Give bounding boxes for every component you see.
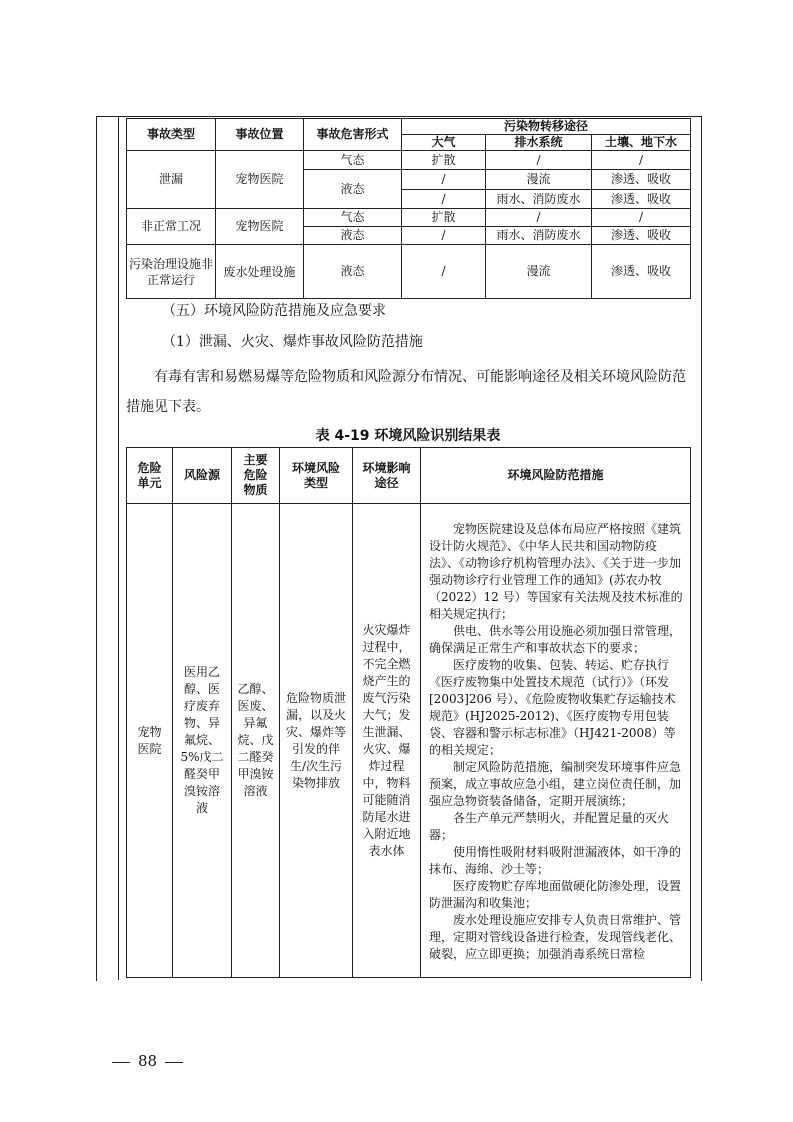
header-pollutant-pathway: 污染物转移途径 — [402, 119, 691, 135]
left-margin-rule — [118, 116, 119, 980]
cell-risk-source: 医用乙醇、医疗废弃物、异氟烷、5%戊二醛癸甲溴铵溶液 — [173, 504, 232, 978]
cell-air: 扩散 — [402, 151, 486, 170]
subsection-heading: （1）泄漏、火灾、爆炸事故风险防范措施 — [162, 334, 423, 350]
measure-item: 使用惰性吸附材料吸附泄漏液体，如干净的抹布、海绵、沙土等； — [429, 844, 682, 876]
header-hazard-unit: 危险单元 — [127, 448, 173, 504]
header-drainage: 排水系统 — [486, 135, 592, 151]
cell-form: 气态 — [304, 151, 402, 170]
cell-prevention-measures — [421, 504, 691, 978]
cell-air: 扩散 — [402, 209, 486, 227]
cell-type: 污染治理设施非正常运行 — [127, 245, 216, 299]
cell-drainage: 雨水、消防废水 — [486, 227, 592, 245]
cell-soil: 渗透、吸收 — [592, 170, 691, 190]
cell-type: 非正常工况 — [127, 209, 216, 245]
header-accident-location: 事故位置 — [216, 119, 304, 151]
cell-drainage: / — [486, 151, 592, 170]
page-footer — [104, 1052, 191, 1070]
measure-item: 宠物医院建设及总体布局应严格按照《建筑设计防火规范》、《中华人民共和国动物防疫法》、《动物诊疗机构管理办法》、《关于进一步加强动物诊疗行业管理工作的通知》(苏农办牧（2022）12 号）等国家有关法规及技术标准的相关规定执行； — [429, 521, 683, 621]
cell-soil: / — [592, 209, 691, 227]
cell-type: 泄漏 — [127, 151, 216, 209]
header-main-substance: 主要危险物质 — [232, 448, 280, 504]
cell-form: 液态 — [304, 227, 402, 245]
header-accident-type: 事故类型 — [127, 119, 216, 151]
cell-main-substance: 乙醇、医废、异氟烷、戊二醛癸甲溴铵溶液 — [232, 504, 280, 978]
section-heading: （五）环境风险防范措施及应急要求 — [162, 303, 386, 319]
measure-item: 医疗废物贮存库地面做硬化防渗处理，设置防泄漏沟和收集池； — [429, 878, 682, 910]
cell-soil: 渗透、吸收 — [592, 190, 691, 209]
table-caption: 表 4-19 环境风险识别结果表 — [315, 428, 501, 444]
header-impact-pathway: 环境影响途径 — [353, 448, 421, 504]
cell-impact-pathway: 火灾爆炸过程中，不完全燃烧产生的废气污染大气；发生泄漏、火灾、爆炸过程中，物料可能随消防尾水进入附近地表水体 — [353, 504, 421, 978]
footer-dash-left — [112, 1062, 130, 1063]
cell-drainage: 漫流 — [486, 170, 592, 190]
footer-dash-right — [165, 1062, 183, 1063]
cell-air: / — [402, 245, 486, 299]
header-risk-type: 环境风险类型 — [280, 448, 353, 504]
cell-air: / — [402, 190, 486, 209]
page-number: 88 — [138, 1052, 158, 1070]
intro-paragraph: 有毒有害和易燃易爆等危险物质和风险源分布情况、可能影响途径及相关环境风险防范措施见下表。 — [126, 369, 686, 415]
header-risk-source: 风险源 — [173, 448, 232, 504]
header-air: 大气 — [402, 135, 486, 151]
measure-item: 废水处理设施应安排专人负责日常维护、管理，定期对管线设备进行检查，发现管线老化、破裂，应立即更换；加强消毒系统日常检 — [429, 912, 682, 961]
cell-air: / — [402, 170, 486, 190]
cell-location: 废水处理设施 — [216, 245, 304, 299]
measure-item: 制定风险防范措施，编制突发环境事件应急预案，成立事故应急小组，建立岗位责任制，加强应急物资装备储备，定期开展演练； — [429, 759, 682, 808]
cell-risk-type: 危险物质泄漏，以及火灾、爆炸等引发的伴生/次生污染物排放 — [280, 504, 353, 978]
cell-drainage: / — [486, 209, 592, 227]
measure-item: 医疗废物的收集、包装、转运、贮存执行《医疗废物集中处置技术规范（试行）》（环发[2003]206 号）、《危险废物收集贮存运输技术规范》(HJ2025-2012)、《医疗废物专用包装袋、容器和警示标志标准》（HJ421-2008）等的相关规定； — [429, 657, 676, 757]
header-hazard-form: 事故危害形式 — [304, 119, 402, 151]
cell-location: 宠物医院 — [216, 151, 304, 209]
accident-pathway-table — [126, 118, 691, 299]
cell-soil: 渗透、吸收 — [592, 245, 691, 299]
header-prevention-measures: 环境风险防范措施 — [421, 448, 691, 504]
risk-identification-table — [126, 447, 691, 978]
cell-drainage: 漫流 — [486, 245, 592, 299]
cell-drainage: 雨水、消防废水 — [486, 190, 592, 209]
header-soil-groundwater: 土壤、地下水 — [592, 135, 691, 151]
cell-form: 液态 — [304, 245, 402, 299]
measure-item: 供电、供水等公用设施必须加强日常管理，确保满足正常生产和事故状态下的要求； — [429, 623, 682, 655]
cell-soil: 渗透、吸收 — [592, 227, 691, 245]
cell-air: / — [402, 227, 486, 245]
cell-form: 液态 — [304, 170, 402, 209]
cell-soil: / — [592, 151, 691, 170]
cell-location: 宠物医院 — [216, 209, 304, 245]
measure-item: 各生产单元严禁明火，并配置足量的灭火器； — [429, 810, 670, 842]
cell-form: 气态 — [304, 209, 402, 227]
cell-hazard-unit: 宠物医院 — [127, 504, 173, 978]
